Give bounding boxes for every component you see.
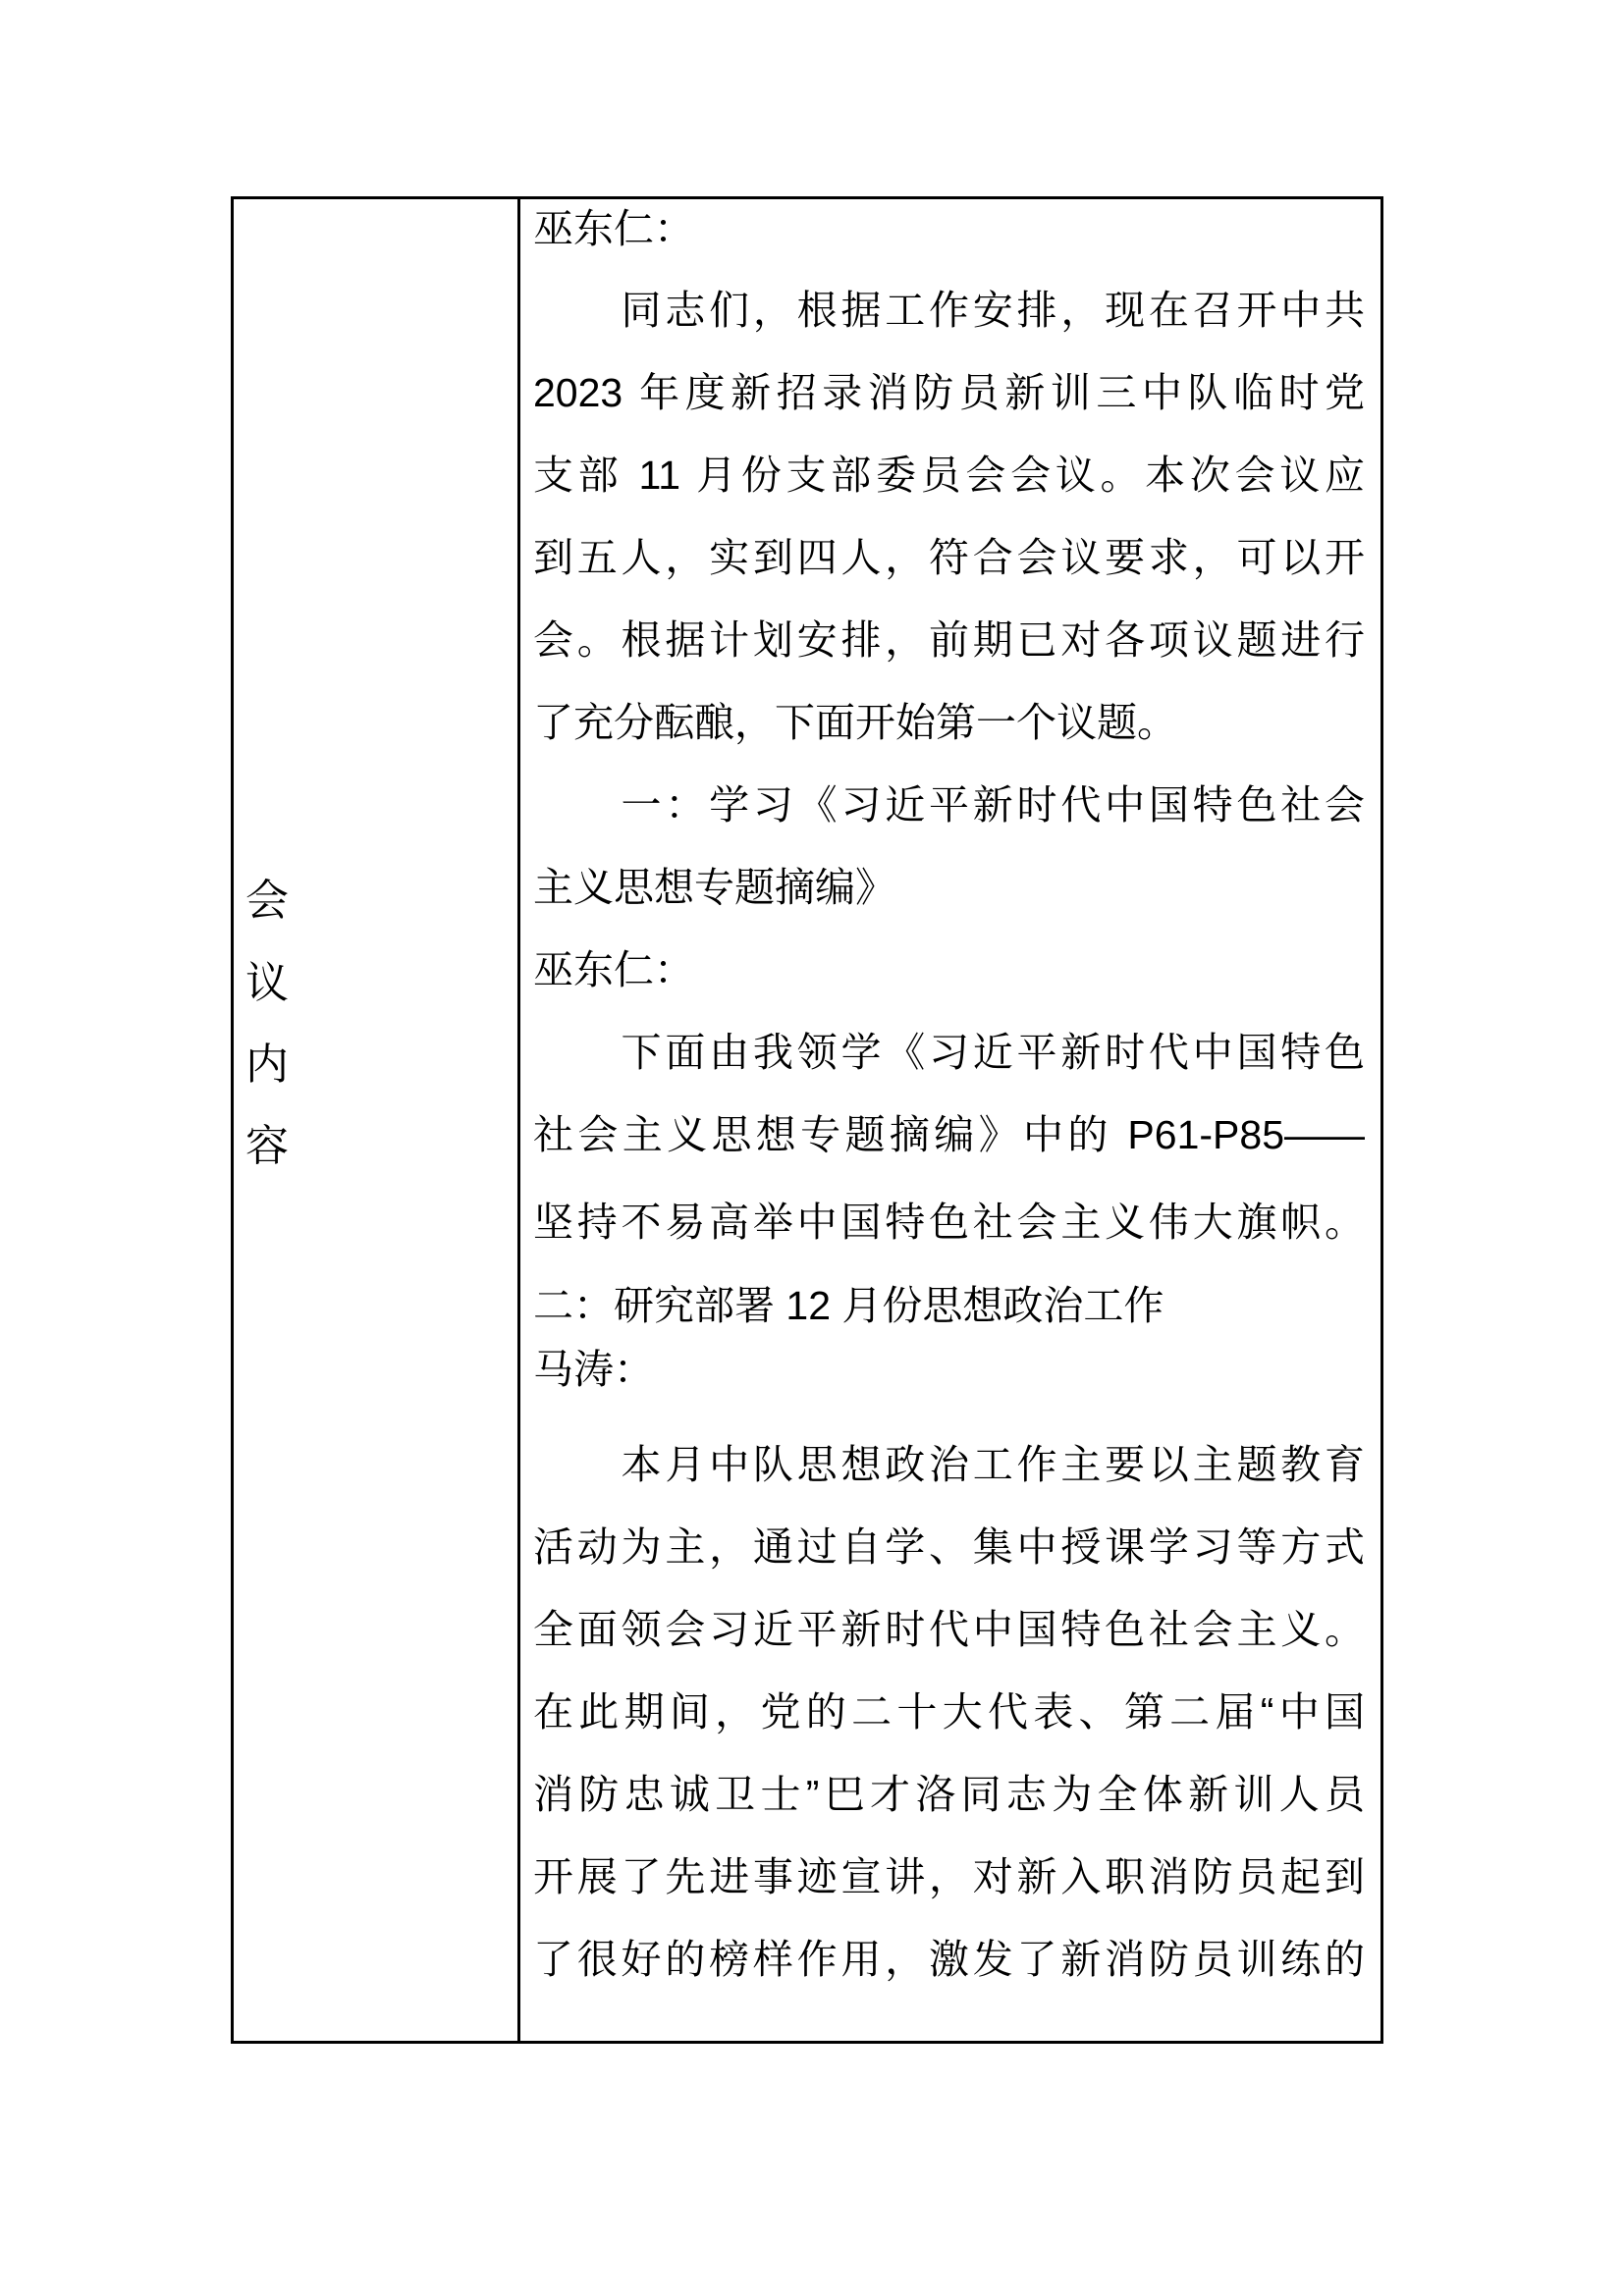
row-label-char-4: 容 [245, 1122, 289, 1170]
content-line-18: 全面领会习近平新时代中国特色社会主义。 [533, 1607, 1365, 1652]
content-line-21: 开展了先进事迹宣讲，对新入职消防员起到 [533, 1854, 1365, 1899]
content-line-8: 一：学习《习近平新时代中国特色社会 [533, 782, 1365, 828]
content-line-15: 马涛： [533, 1347, 654, 1392]
content-line-3: 2023 年度新招录消防员新训三中队临时党 [533, 370, 1365, 415]
content-line-13: 坚持不易高举中国特色社会主义伟大旗帜。 [533, 1200, 1365, 1245]
meeting-minutes-table [231, 196, 1383, 2044]
content-line-2: 同志们，根据工作安排，现在召开中共 [533, 288, 1365, 333]
content-line-12: 社会主义思想专题摘编》中的 P61-P85—— [533, 1112, 1365, 1157]
content-line-14: 二：研究部署 12 月份思想政治工作 [533, 1283, 1164, 1328]
content-line-17: 活动为主，通过自学、集中授课学习等方式 [533, 1524, 1365, 1570]
meeting-content-cell [523, 199, 1380, 2041]
content-line-22: 了很好的榜样作用，激发了新消防员训练的 [533, 1937, 1365, 1982]
content-line-19: 在此期间，党的二十大代表、第二届“中国 [533, 1689, 1365, 1735]
content-line-7: 了充分酝酿，下面开始第一个议题。 [533, 700, 1177, 745]
content-line-16: 本月中队思想政治工作主要以主题教育 [533, 1442, 1365, 1487]
content-line-6: 会。根据计划安排，前期已对各项议题进行 [533, 617, 1365, 663]
content-line-9: 主义思想专题摘编》 [533, 865, 895, 910]
content-line-5: 到五人，实到四人，符合会议要求，可以开 [533, 535, 1365, 580]
row-label-char-1: 会 [245, 877, 289, 925]
content-line-4: 支部 11 月份支部委员会会议。本次会议应 [533, 453, 1365, 498]
content-line-1: 巫东仁： [533, 206, 694, 251]
content-line-11: 下面由我领学《习近平新时代中国特色 [533, 1030, 1365, 1075]
row-label-char-2: 议 [245, 959, 289, 1007]
content-line-20: 消防忠诚卫士”巴才洛同志为全体新训人员 [533, 1772, 1365, 1817]
row-label-char-3: 内 [245, 1041, 289, 1089]
row-label-cell [234, 199, 520, 2041]
content-line-10: 巫东仁： [533, 947, 694, 992]
